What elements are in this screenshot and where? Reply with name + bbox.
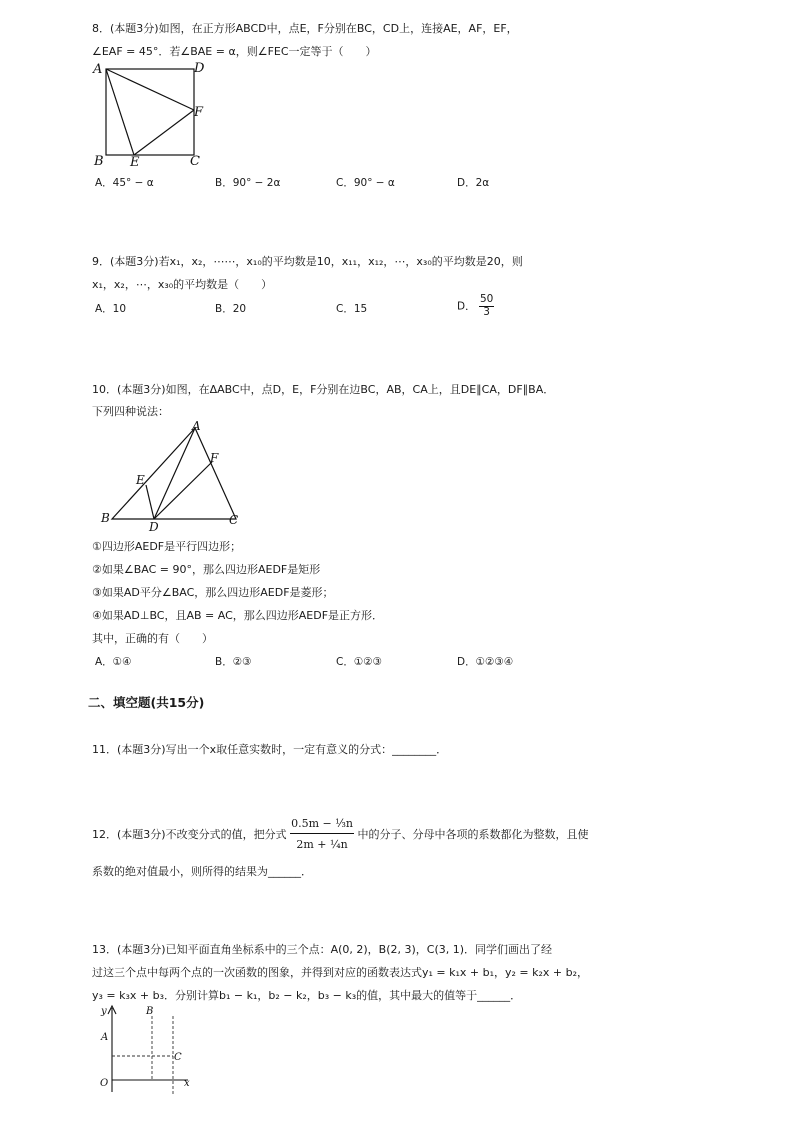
- q9-line1: 9．(本题3分)若x₁，x₂，⋯⋯，x₁₀的平均数是10，x₁₁，x₁₂，⋯，x₃₀的平均数是20，则: [92, 255, 523, 268]
- q8-option-b[interactable]: B．90° − 2α: [215, 177, 281, 189]
- q13-label-a: A: [101, 1032, 109, 1043]
- q10-statement-2: ②如果∠BAC = 90°，那么四边形AEDF是矩形: [92, 563, 321, 576]
- q12-denominator: 2m + ¼n: [296, 838, 348, 852]
- q8-option-d[interactable]: D．2α: [457, 177, 490, 189]
- q10-line2: 下列四种说法：: [92, 405, 169, 418]
- q11-text: 11．(本题3分)写出一个x取任意实数时，一定有意义的分式：________．: [92, 743, 448, 756]
- q8-label-b: B: [94, 154, 104, 169]
- q8-label-d: D: [194, 61, 205, 76]
- q10-segment-ad: [154, 428, 195, 519]
- q8-label-a: A: [93, 62, 103, 77]
- q10-label-b: B: [101, 511, 110, 525]
- q10-segment-de: [146, 485, 154, 519]
- q13-figure: [92, 1000, 202, 1098]
- q10-option-a[interactable]: A．①④: [95, 656, 132, 668]
- q9-option-d-fraction: [479, 294, 494, 318]
- q9-option-d[interactable]: [457, 294, 494, 318]
- q8-segment-ef: [134, 110, 194, 155]
- q13-line3: y₃ = k₃x + b₃．分别计算b₁ − k₁，b₂ − k₂，b₃ − k₃的值，其中最大的值等于______．: [92, 989, 522, 1002]
- q13-line2: 过这三个点中每两个点的一次函数的图象，并得到对应的函数表达式y₁ = k₁x + b₁，y₂ = k₂x + b₂，: [92, 966, 589, 979]
- q8-segment-ae: [106, 69, 134, 155]
- q13-label-x: x: [184, 1078, 190, 1089]
- q9-option-a[interactable]: A．10: [95, 303, 127, 315]
- q10-statement-3: ③如果AD平分∠BAC，那么四边形AEDF是菱形；: [92, 586, 334, 599]
- q10-label-d: D: [149, 520, 159, 534]
- q12-pre: 12．(本题3分)不改变分式的值，把分式: [92, 828, 287, 842]
- q9-option-b[interactable]: B．20: [215, 303, 247, 315]
- q8-square: [106, 69, 194, 155]
- q10-segment-df: [154, 462, 212, 519]
- q8-label-f: F: [194, 105, 204, 120]
- q8-figure: [90, 58, 220, 170]
- q12-line1: [92, 818, 588, 851]
- q10-statement-4: ④如果AD⊥BC，且AB = AC，那么四边形AEDF是正方形．: [92, 609, 384, 622]
- q12-post: 中的分子、分母中各项的系数都化为整数，且使: [357, 828, 589, 842]
- section-title-fill-in: 二、填空题(共15分): [88, 695, 205, 710]
- q8-option-c[interactable]: C．90° − α: [336, 177, 395, 189]
- q8-line1: 8．(本题3分)如图，在正方形ABCD中，点E，F分别在BC，CD上，连接AE，AF，EF，: [92, 22, 518, 35]
- q10-option-d[interactable]: D．①②③④: [457, 656, 514, 668]
- q8-line2: ∠EAF = 45°．若∠BAE = α，则∠FEC一定等于（ ）: [92, 45, 377, 58]
- q12-fraction: [290, 818, 354, 851]
- q13-label-y: y: [101, 1006, 107, 1017]
- q10-option-b[interactable]: B．②③: [215, 656, 252, 668]
- q10-line1: 10．(本题3分)如图，在ΔABC中，点D，E，F分别在边BC，AB，CA上，且DE∥CA，DF∥BA．: [92, 383, 555, 396]
- q12-line2: 系数的绝对值最小，则所得的结果为______．: [92, 865, 312, 878]
- q9-option-d-denominator: 3: [483, 305, 490, 318]
- q9-option-d-numerator: 50: [479, 293, 494, 305]
- q10-label-f: F: [210, 451, 219, 465]
- q9-option-d-letter: D．: [457, 300, 476, 313]
- q8-label-c: C: [190, 154, 200, 169]
- q8-segment-af: [106, 69, 194, 110]
- q10-figure: [98, 418, 248, 534]
- q10-statement-1: ①四边形AEDF是平行四边形；: [92, 540, 242, 553]
- q8-option-a[interactable]: A．45° − α: [95, 177, 154, 189]
- q10-label-c: C: [229, 513, 239, 527]
- q10-option-c[interactable]: C．①②③: [336, 656, 383, 668]
- q9-option-c[interactable]: C．15: [336, 303, 368, 315]
- q10-label-a: A: [192, 419, 201, 433]
- q10-ask: 其中，正确的有（ ）: [92, 632, 213, 645]
- q8-label-e: E: [130, 155, 140, 170]
- q13-label-b: B: [146, 1006, 154, 1017]
- q13-line1: 13．(本题3分)已知平面直角坐标系中的三个点：A(0, 2)，B(2, 3)，C(3, 1)．同学们画出了经: [92, 943, 553, 956]
- q10-label-e: E: [136, 473, 145, 487]
- q13-label-c: C: [174, 1052, 182, 1063]
- q12-numerator: 0.5m − ⅓n: [290, 818, 354, 834]
- q13-label-o: O: [100, 1078, 109, 1089]
- q9-line2: x₁，x₂，⋯，x₃₀的平均数是（ ）: [92, 278, 273, 291]
